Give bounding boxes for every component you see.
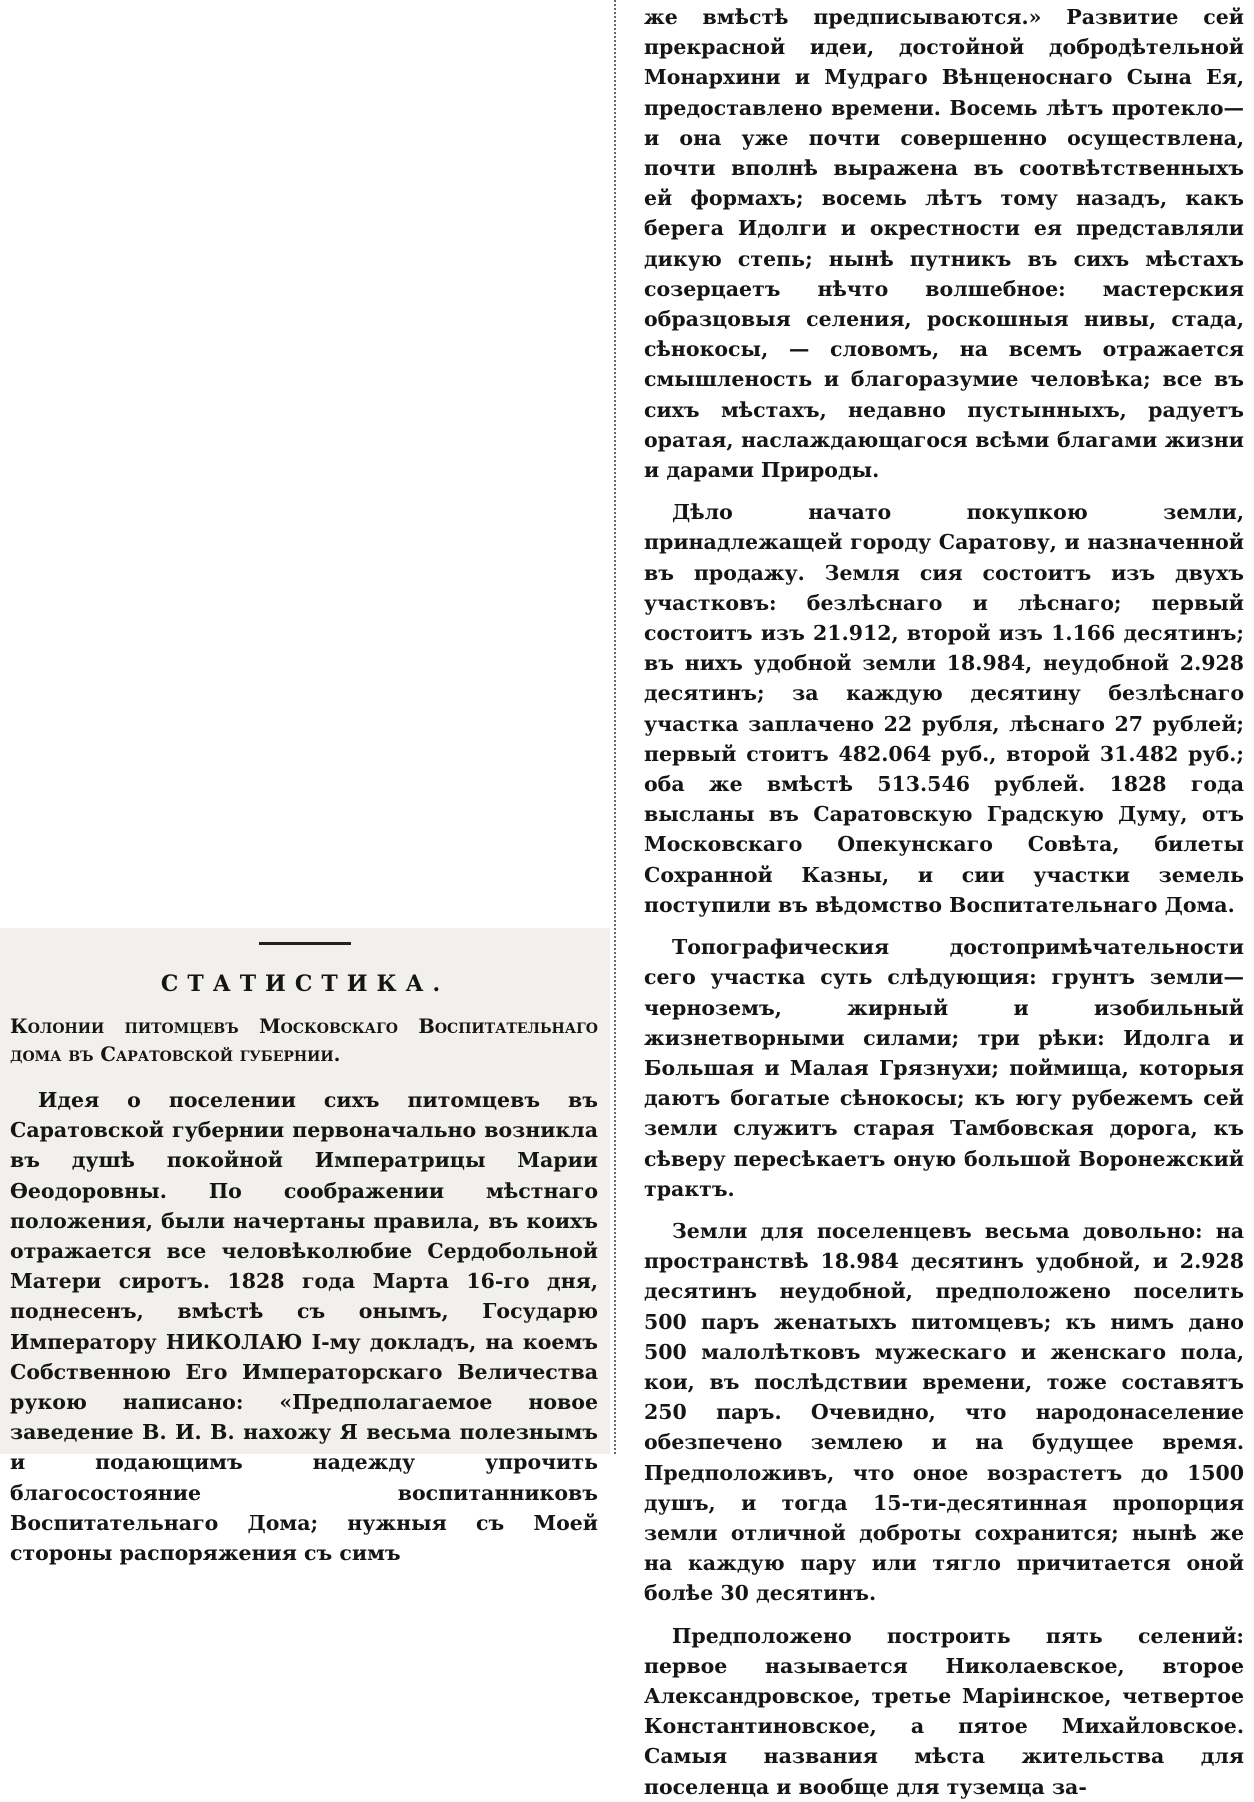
article-title: Колонии питомцевъ Московскаго Воспитательнаго дома въ Саратовской губернии. — [10, 1015, 598, 1066]
right-paragraph-3: Топографическия достопримѣчательности сего участка суть слѣдующия: грунтъ земли—черноземъ, жирный и изобильный жизнетворными силами; три рѣки: Идолга и Большая и Малая Грязнухи; поймища, которыя даютъ богатые сѣнокосы; къ югу рубежемъ сей земли служитъ старая Тамбовская дорога, къ сѣверу пересѣкаетъ оную большой Воронежский трактъ. — [644, 935, 1244, 1201]
right-column — [644, 0, 1244, 1799]
right-paragraph-5: Предположено построить пять селений: первое называется Николаевское, второе Александровское, третье Маріинское, четвертое Константиновское, а пятое Михайловское. Самыя названия мѣста жительства для поселенца и вообще для туземца за- — [644, 1623, 1244, 1799]
right-paragraph-2: Дѣло начато покупкою земли, принадлежащей городу Саратову, и назначенной въ продажу. Земля сия состоитъ изъ двухъ участковъ: безлѣснаго и лѣснаго; первый состоитъ изъ 21.912, второй изъ 1.166 десятинъ; въ нихъ удобной земли 18.984, неудобной 2.928 десятинъ; за каждую десятину безлѣснаго участка заплачено 22 рубля, лѣснаго 27 рублей; первый стоитъ 482.064 руб., второй 31.482 руб.; оба же вмѣстѣ 513.546 рублей. 1828 года высланы въ Саратовскую Градскую Думу, отъ Московскаго Опекунскаго Совѣта, билеты Сохранной Казны, и сии участки земель поступили въ вѣдомство Воспитательнаго Дома. — [644, 500, 1244, 917]
right-paragraph-1: же вмѣстѣ предписываются.» Развитие сей прекрасной идеи, достойной добродѣтельной Монархини и Мудраго Вѣнценоснаго Сына Ея, предоставлено времени. Восемь лѣтъ протекло—и она уже почти совершенно осуществлена, почти вполнѣ выражена въ соотвѣтственныхъ ей формахъ; восемь лѣтъ тому назадъ, какъ берега Идолги и окрестности ея представляли дикую степь; нынѣ путникъ въ сихъ мѣстахъ созерцаетъ нѣчто волшебное: мастерския образцовыя селения, роскошныя нивы, стада, сѣнокосы, — словомъ, на всемъ отражается смышленость и благоразумие человѣка; все въ сихъ мѣстахъ, недавно пустынныхъ, радуетъ оратая, наслаждающагося всѣми благами жизни и дарами Природы. — [644, 5, 1244, 483]
section-rule — [259, 942, 351, 945]
column-divider — [614, 0, 616, 1454]
left-paragraph-1: Идея о поселении сихъ питомцевъ въ Саратовской губернии первоначально возникла въ душѣ покойной Императрицы Марии Ѳеодоровны. По соображении мѣстнаго положения, были начертаны правила, въ коихъ отражается все человѣколюбие Сердобольной Матери сиротъ. 1828 года Марта 16-го дня, поднесенъ, вмѣстѣ съ онымъ, Государю Императору НИКОЛАЮ I-му докладъ, на коемъ Собственною Его Императорскаго Величества рукою написано: «Предполагаемое новое заведение В. И. В. нахожу Я весьма полезнымъ и подающимъ надежду упрочить благосостояние воспитанниковъ Воспитательнаго Дома; нужныя съ Моей стороны распоряжения съ симъ — [10, 1088, 598, 1566]
section-title: СТАТИСТИКА. — [160, 971, 450, 997]
blank-page-area — [0, 0, 610, 928]
right-paragraph-4: Земли для поселенцевъ весьма довольно: на пространствѣ 18.984 десятинъ удобной, и 2.928 десятинъ неудобной, предположено поселить 500 паръ женатыхъ питомцевъ; къ нимъ дано 500 малолѣтковъ мужескаго и женскаго пола, кои, въ послѣдствии времени, тоже составятъ 250 паръ. Очевидно, что народонаселение обезпечено землею и на будущее время. Предположивъ, что оное возрастетъ до 1500 душъ, и тогда 15-ти-десятинная пропорция земли отличной доброты сохранится; нынѣ же на каждую пару или тягло причитается оной болѣе 30 десятинъ. — [644, 1218, 1244, 1606]
left-column — [0, 928, 610, 1566]
